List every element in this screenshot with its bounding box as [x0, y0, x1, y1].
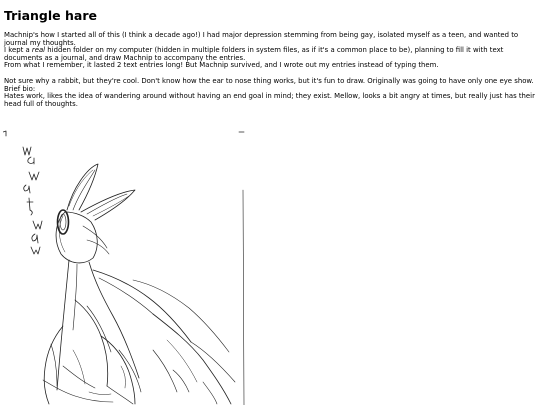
- page-title: Triangle hare: [4, 8, 97, 23]
- para2-line1: Not sure why a rabbit, but they're cool. Don't know how the ear to nose thing works, but it's fun to draw. Originally was going to have only one eye show.: [4, 76, 534, 85]
- para1-line2-pre: I kept a: [4, 46, 32, 55]
- para1-line2-emphasis: real: [31, 46, 46, 55]
- para1-line2: [4, 47, 536, 62]
- rabbit-sketch-drawing: [3, 130, 246, 405]
- para1-line2-post: hidden folder on my computer (hidden in multiple folders in system files, as if it's a common place to be), planning to fill it with text documents as a journal, and draw Machnip to accompany the entries.: [4, 46, 504, 62]
- sketch-image: [3, 130, 246, 405]
- para2-line3: Hates work, likes the idea of wandering around without having an end goal in mind; they exist. Mellow, looks a bit angry at times, but really just has their head full of thoughts.: [4, 92, 535, 108]
- para1-line1: Machnip's how I started all of this (I think a decade ago!) I had major depression stemming from being gay, isolated myself as a teen, and wanted to journal my thoughts.: [4, 31, 519, 47]
- description: [4, 32, 536, 108]
- para1-line3: From what I remember, it lasted 2 text entries long! But Machnip survived, and I wrote out my entries instead of typing them.: [4, 61, 439, 70]
- page-content: [4, 0, 536, 108]
- para2-line2: Brief bio:: [4, 84, 36, 93]
